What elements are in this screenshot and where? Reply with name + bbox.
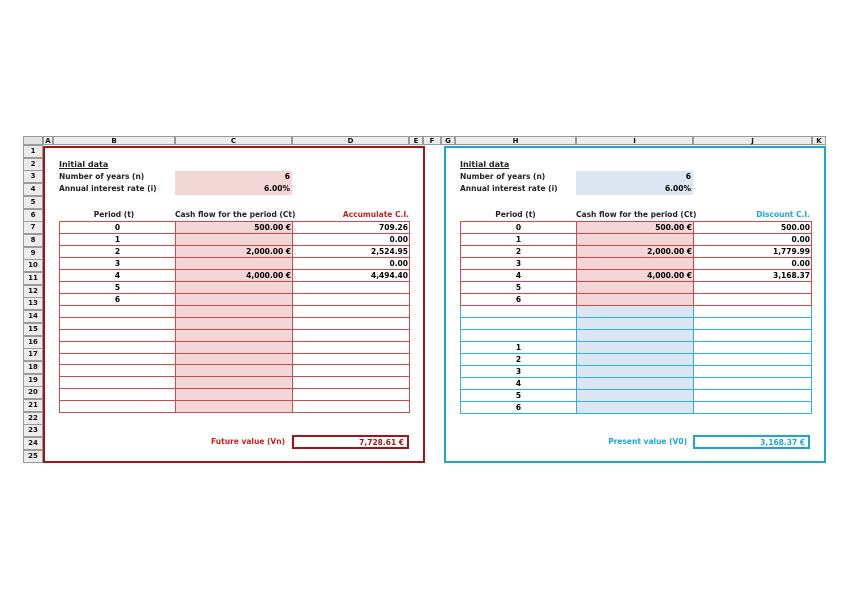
row-header[interactable]: 7 (23, 221, 43, 234)
period-cell[interactable]: 4 (461, 270, 577, 282)
row-header[interactable]: 8 (23, 234, 43, 247)
period-cell[interactable]: 6 (60, 294, 176, 306)
row-header[interactable]: 18 (23, 361, 43, 374)
row-header[interactable]: 23 (23, 424, 43, 437)
period-cell[interactable]: 2 (60, 246, 176, 258)
period-cell[interactable]: 4 (461, 377, 577, 389)
cashflow-cell[interactable] (577, 341, 694, 353)
table-row (60, 282, 410, 294)
cashflow-cell[interactable] (577, 294, 694, 306)
col-header-k[interactable]: K (812, 136, 826, 145)
right-cashflow-header: Cash flow for the period (Ct) (576, 210, 697, 219)
table-row (461, 282, 812, 294)
table-row (461, 234, 812, 246)
period-cell[interactable]: 2 (461, 353, 577, 365)
row-header[interactable]: 10 (23, 259, 43, 272)
right-discount-header: Discount C.I. (756, 210, 810, 219)
period-cell[interactable]: 5 (461, 389, 577, 401)
left-initial-data-title: Initial data (59, 160, 109, 169)
left-period-header: Period (t) (93, 210, 135, 219)
cashflow-cell[interactable] (176, 234, 293, 246)
table-row (60, 270, 410, 282)
table-row (60, 317, 410, 329)
table-row (461, 377, 812, 389)
result-cell[interactable]: 0.00 (694, 234, 812, 246)
period-cell[interactable]: 6 (461, 401, 577, 413)
cashflow-cell[interactable] (176, 401, 293, 413)
col-header-h[interactable]: H (455, 136, 576, 145)
row-header[interactable]: 13 (23, 297, 43, 310)
table-row (461, 317, 812, 329)
spreadsheet (23, 136, 826, 463)
col-header-d[interactable]: D (292, 136, 409, 145)
period-cell[interactable]: 0 (60, 222, 176, 234)
left-rate-input[interactable]: 6.00% (175, 183, 292, 195)
result-cell[interactable]: 500.00 (694, 222, 812, 234)
result-cell[interactable]: 0.00 (293, 258, 410, 270)
result-cell[interactable]: 3,168.37 (694, 270, 812, 282)
period-cell[interactable] (60, 306, 176, 318)
cashflow-cell[interactable] (577, 389, 694, 401)
period-cell[interactable]: 1 (461, 234, 577, 246)
result-cell[interactable] (694, 317, 812, 329)
table-row (461, 222, 812, 234)
table-row (461, 329, 812, 341)
select-all-corner[interactable] (23, 136, 43, 145)
row-header[interactable]: 12 (23, 285, 43, 298)
cashflow-cell[interactable] (176, 306, 293, 318)
cashflow-cell[interactable] (577, 258, 694, 270)
row-header[interactable]: 1 (23, 145, 43, 158)
row-header[interactable]: 4 (23, 183, 43, 196)
period-cell[interactable]: 4 (60, 270, 176, 282)
result-cell[interactable] (293, 389, 410, 401)
period-cell[interactable] (60, 341, 176, 353)
right-period-header: Period (t) (495, 210, 536, 219)
future-value-result[interactable]: 7,728.61 € (292, 435, 409, 449)
table-row (60, 246, 410, 258)
cashflow-cell[interactable]: 500.00 € (577, 222, 694, 234)
table-row (60, 401, 410, 413)
table-row (60, 329, 410, 341)
table-row (461, 270, 812, 282)
row-header[interactable]: 11 (23, 272, 43, 285)
period-cell[interactable]: 1 (461, 341, 577, 353)
row-header[interactable]: 17 (23, 348, 43, 361)
row-header[interactable]: 3 (23, 170, 43, 183)
col-header-a[interactable]: A (43, 136, 53, 145)
result-cell[interactable] (694, 353, 812, 365)
table-row (461, 294, 812, 306)
result-cell[interactable] (293, 329, 410, 341)
cashflow-cell[interactable] (577, 377, 694, 389)
result-cell[interactable] (293, 282, 410, 294)
col-header-e[interactable]: E (409, 136, 423, 145)
row-header[interactable]: 21 (23, 399, 43, 412)
period-cell[interactable] (60, 353, 176, 365)
period-cell[interactable]: 1 (60, 234, 176, 246)
period-cell[interactable]: 5 (461, 282, 577, 294)
period-cell[interactable] (461, 306, 577, 318)
table-row (60, 389, 410, 401)
cashflow-cell[interactable] (577, 401, 694, 413)
result-cell[interactable] (694, 377, 812, 389)
right-cashflow-table (460, 221, 812, 414)
cashflow-cell[interactable] (577, 365, 694, 377)
left-years-label: Number of years (n) (59, 172, 145, 181)
right-years-label: Number of years (n) (460, 172, 546, 181)
table-row (461, 365, 812, 377)
row-header[interactable]: 24 (23, 437, 43, 450)
table-row (60, 377, 410, 389)
table-row (461, 258, 812, 270)
cashflow-cell[interactable] (176, 353, 293, 365)
result-cell[interactable] (293, 306, 410, 318)
period-cell[interactable] (60, 377, 176, 389)
row-header[interactable]: 16 (23, 336, 43, 349)
left-rate-label: Annual interest rate (i) (59, 184, 157, 193)
row-header[interactable]: 19 (23, 374, 43, 387)
left-years-input[interactable]: 6 (175, 171, 292, 183)
period-cell[interactable] (461, 317, 577, 329)
row-header[interactable]: 2 (23, 158, 43, 171)
result-cell[interactable] (694, 389, 812, 401)
period-cell[interactable] (60, 365, 176, 377)
result-cell[interactable] (694, 282, 812, 294)
row-header[interactable]: 6 (23, 209, 43, 222)
cashflow-cell[interactable] (176, 258, 293, 270)
period-cell[interactable]: 5 (60, 282, 176, 294)
cashflow-cell[interactable]: 4,000.00 € (176, 270, 293, 282)
left-cashflow-table (59, 221, 410, 413)
cashflow-cell[interactable]: 2,000.00 € (176, 246, 293, 258)
right-rate-label: Annual interest rate (i) (460, 184, 558, 193)
result-cell[interactable]: 2,524.95 (293, 246, 410, 258)
result-cell[interactable] (694, 294, 812, 306)
period-cell[interactable]: 0 (461, 222, 577, 234)
cashflow-cell[interactable] (577, 282, 694, 294)
table-row (60, 306, 410, 318)
cashflow-cell[interactable] (176, 365, 293, 377)
table-row (60, 341, 410, 353)
table-row (461, 389, 812, 401)
result-cell[interactable] (694, 341, 812, 353)
period-cell[interactable]: 3 (60, 258, 176, 270)
cashflow-cell[interactable] (577, 317, 694, 329)
result-cell[interactable] (694, 401, 812, 413)
cashflow-cell[interactable] (176, 294, 293, 306)
period-cell[interactable] (461, 329, 577, 341)
result-cell[interactable]: 0.00 (293, 234, 410, 246)
table-row (60, 222, 410, 234)
cashflow-cell[interactable] (176, 282, 293, 294)
future-value-label: Future value (Vn) (211, 437, 285, 446)
result-cell[interactable]: 709.26 (293, 222, 410, 234)
period-cell[interactable]: 2 (461, 246, 577, 258)
result-cell[interactable]: 1,779.99 (694, 246, 812, 258)
table-row (461, 306, 812, 318)
left-cashflow-header: Cash flow for the period (Ct) (175, 210, 296, 219)
cashflow-cell[interactable] (577, 234, 694, 246)
cashflow-cell[interactable] (577, 329, 694, 341)
result-cell[interactable] (293, 294, 410, 306)
cashflow-cell[interactable] (176, 317, 293, 329)
col-header-i[interactable]: I (576, 136, 693, 145)
period-cell[interactable]: 3 (461, 258, 577, 270)
cashflow-cell[interactable] (577, 306, 694, 318)
table-row (461, 401, 812, 413)
result-cell[interactable] (293, 317, 410, 329)
table-row (60, 365, 410, 377)
right-rate-input[interactable]: 6.00% (576, 183, 693, 195)
period-cell[interactable] (60, 401, 176, 413)
row-header[interactable]: 20 (23, 386, 43, 399)
left-accumulate-header: Accumulate C.I. (342, 210, 409, 219)
result-cell[interactable]: 4,494.40 (293, 270, 410, 282)
row-header[interactable]: 22 (23, 412, 43, 425)
cashflow-cell[interactable] (176, 377, 293, 389)
col-header-b[interactable]: B (53, 136, 175, 145)
table-row (461, 246, 812, 258)
present-value-label: Present value (V0) (608, 437, 687, 446)
period-cell[interactable] (60, 329, 176, 341)
row-header[interactable]: 9 (23, 247, 43, 260)
result-cell[interactable] (293, 365, 410, 377)
cashflow-cell[interactable] (176, 389, 293, 401)
col-header-j[interactable]: J (693, 136, 812, 145)
result-cell[interactable]: 0.00 (694, 258, 812, 270)
cashflow-cell[interactable]: 2,000.00 € (577, 246, 694, 258)
col-header-c[interactable]: C (175, 136, 292, 145)
table-row (60, 353, 410, 365)
present-value-result[interactable]: 3,168.37 € (693, 435, 810, 449)
cashflow-cell[interactable] (176, 341, 293, 353)
cashflow-cell[interactable]: 4,000.00 € (577, 270, 694, 282)
period-cell[interactable]: 6 (461, 294, 577, 306)
row-header[interactable]: 15 (23, 323, 43, 336)
result-cell[interactable] (694, 329, 812, 341)
result-cell[interactable] (694, 306, 812, 318)
cashflow-cell[interactable]: 500.00 € (176, 222, 293, 234)
result-cell[interactable] (293, 377, 410, 389)
row-header[interactable]: 14 (23, 310, 43, 323)
table-row (60, 234, 410, 246)
col-header-g[interactable]: G (441, 136, 455, 145)
table-row (461, 341, 812, 353)
period-cell[interactable] (60, 317, 176, 329)
right-initial-data-title: Initial data (460, 160, 510, 169)
result-cell[interactable] (293, 341, 410, 353)
result-cell[interactable] (694, 365, 812, 377)
row-header[interactable]: 5 (23, 196, 43, 209)
period-cell[interactable] (60, 389, 176, 401)
table-row (60, 258, 410, 270)
right-years-input[interactable]: 6 (576, 171, 693, 183)
table-row (461, 353, 812, 365)
cashflow-cell[interactable] (577, 353, 694, 365)
row-header[interactable]: 25 (23, 450, 43, 463)
result-cell[interactable] (293, 353, 410, 365)
result-cell[interactable] (293, 401, 410, 413)
table-row (60, 294, 410, 306)
col-header-f[interactable]: F (423, 136, 441, 145)
cashflow-cell[interactable] (176, 329, 293, 341)
period-cell[interactable]: 3 (461, 365, 577, 377)
